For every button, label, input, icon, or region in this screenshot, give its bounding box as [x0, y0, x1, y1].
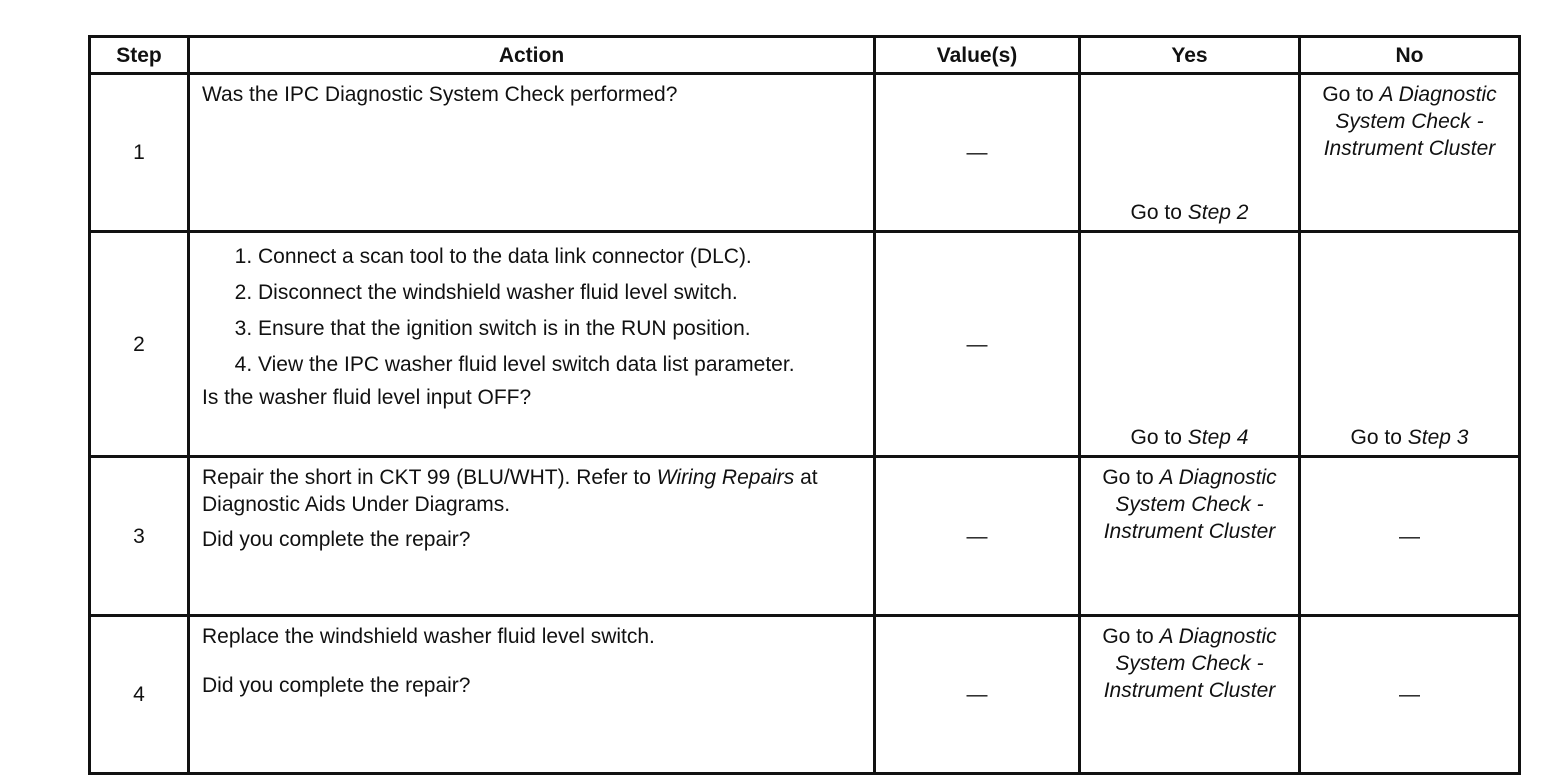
- step-number: 3: [90, 457, 189, 616]
- question-text: Did you complete the repair?: [202, 674, 471, 697]
- yes-link[interactable]: Step 2: [1187, 201, 1249, 224]
- list-item: 1. Connect a scan tool to the data link connector (DLC).: [258, 243, 863, 270]
- action-text: Was the IPC Diagnostic System Check performed?: [202, 83, 678, 106]
- header-yes: Yes: [1080, 37, 1300, 74]
- no-prefix: Go to: [1350, 426, 1408, 449]
- yes-link[interactable]: A Diagnostic System Check - Instrument Cluster: [1103, 466, 1277, 543]
- yes-prefix: Go to: [1130, 201, 1188, 224]
- yes-cell[interactable]: [1080, 232, 1300, 457]
- yes-prefix: Go to: [1130, 426, 1188, 449]
- step-number: 2: [90, 232, 189, 457]
- header-no: No: [1300, 37, 1520, 74]
- list-item: 2. Disconnect the windshield washer fluid level switch.: [258, 279, 863, 306]
- procedure-list: [202, 243, 863, 378]
- list-item: 4. View the IPC washer fluid level switch data list parameter.: [258, 351, 863, 378]
- wiring-repairs-link[interactable]: Wiring Repairs: [656, 466, 795, 489]
- action-cell: [189, 616, 875, 774]
- table-row: [90, 232, 1520, 457]
- yes-cell[interactable]: [1080, 74, 1300, 232]
- question-text: Is the washer fluid level input OFF?: [202, 386, 532, 409]
- list-item: 3. Ensure that the ignition switch is in the RUN position.: [258, 315, 863, 342]
- value-cell: —: [875, 232, 1080, 457]
- step-number: 4: [90, 616, 189, 774]
- step-number: 1: [90, 74, 189, 232]
- yes-link[interactable]: A Diagnostic System Check - Instrument Cluster: [1103, 625, 1277, 702]
- no-cell: —: [1300, 616, 1520, 774]
- value-cell: —: [875, 616, 1080, 774]
- yes-prefix: Go to: [1102, 625, 1160, 648]
- yes-link[interactable]: Step 4: [1187, 426, 1249, 449]
- no-cell: —: [1300, 457, 1520, 616]
- action-text: Replace the windshield washer fluid level switch.: [202, 625, 655, 648]
- header-step: Step: [90, 37, 189, 74]
- no-prefix: Go to: [1322, 83, 1380, 106]
- no-link[interactable]: A Diagnostic System Check - Instrument Cluster: [1323, 83, 1497, 160]
- no-cell[interactable]: [1300, 74, 1520, 232]
- header-row: [90, 37, 1520, 74]
- no-link[interactable]: Step 3: [1407, 426, 1469, 449]
- diagnostic-table: [88, 35, 1521, 775]
- yes-cell[interactable]: [1080, 616, 1300, 774]
- question-text: Did you complete the repair?: [202, 528, 471, 551]
- action-cell: [189, 232, 875, 457]
- action-cell: [189, 457, 875, 616]
- table-row: [90, 616, 1520, 774]
- table-row: [90, 457, 1520, 616]
- table-row: [90, 74, 1520, 232]
- value-cell: —: [875, 457, 1080, 616]
- yes-cell[interactable]: [1080, 457, 1300, 616]
- yes-prefix: Go to: [1102, 466, 1160, 489]
- value-cell: —: [875, 74, 1080, 232]
- header-values: Value(s): [875, 37, 1080, 74]
- no-cell[interactable]: [1300, 232, 1520, 457]
- action-text: Repair the short in CKT 99 (BLU/WHT). Refer to: [202, 466, 657, 489]
- header-action: Action: [189, 37, 875, 74]
- action-text-suffix: at Diagnostic Aids Under Diagrams.: [202, 466, 818, 516]
- action-cell: [189, 74, 875, 232]
